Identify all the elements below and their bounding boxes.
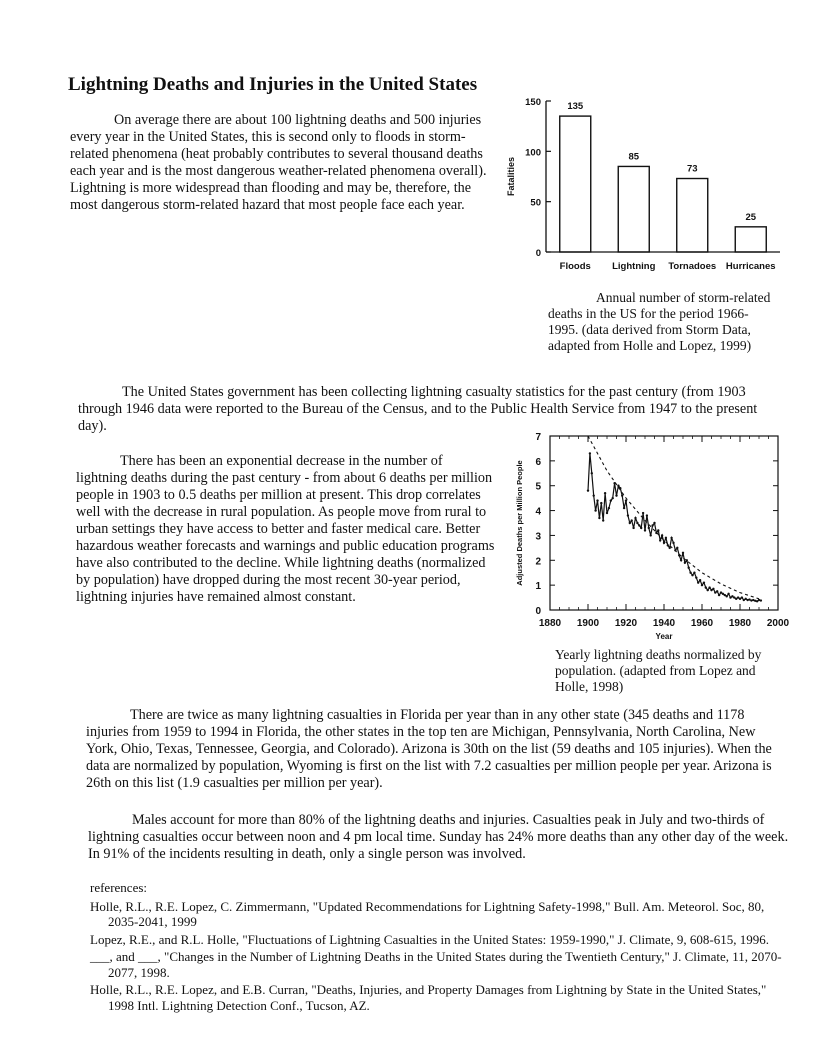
data-point bbox=[718, 594, 720, 596]
reference-item: ___, and ___, "Changes in the Number of Lightning Deaths in the United States during the Twentieth Century," J. Climate, 11, 2070-2077, 1998. bbox=[90, 949, 782, 980]
y-tick-label: 50 bbox=[530, 197, 541, 209]
data-point bbox=[602, 519, 604, 521]
data-point bbox=[661, 534, 663, 536]
paragraph-decrease: There has been an exponential decrease in the number of lightning deaths during the past century - from about 6 deaths per million people in 1903 to 0.5 deaths per million at present. This drop correlates well with the decrease in rural population. As people move from rural to urban settings they have access to better and faster medical care. Better hazardous weather forecasts and warnings and public education programs have also contributed to the decline. While lightning deaths (normalized by population) have dropped during the most recent 30-year period, lightning injuries have remained almost constant. bbox=[76, 453, 495, 605]
data-point bbox=[608, 507, 610, 509]
bar-data-label: 25 bbox=[745, 211, 757, 223]
data-point bbox=[680, 559, 682, 561]
data-point bbox=[689, 572, 691, 574]
data-point bbox=[659, 539, 661, 541]
y-tick-label: 3 bbox=[535, 531, 541, 543]
paragraph-florida: There are twice as many lightning casualties in Florida per year than in any other state (345 deaths and 1178 injuries from 1959 to 1994 in Florida, the other states in the top ten are Michigan, Pennsylvania, North Carolina, New York, Ohio, Texas, Tennessee, Georgia, and Colorado). Arizona is 30th on the list (59 deaths and 105 injuries). When the data are normalized by population, Wyoming is first on the list with 7.2 casualties per million people per year. Arizona is 26th on this list (1.9 casualties per million per year). bbox=[86, 707, 772, 791]
data-point bbox=[632, 527, 634, 529]
line-chart-caption: Yearly lightning deaths normalized by population. (adapted from Lopez and Holle, 1998) bbox=[555, 647, 762, 694]
x-tick-label: Lightning bbox=[612, 261, 656, 272]
data-point bbox=[598, 517, 600, 519]
x-tick-label: Floods bbox=[559, 261, 591, 272]
y-tick-label: 100 bbox=[525, 147, 541, 159]
data-point bbox=[667, 544, 669, 546]
reference-item: Holle, R.L., R.E. Lopez, and E.B. Curran, "Deaths, Injuries, and Property Damages from Lightning by State in the United States," 1998 Intl. Lightning Detection Conf., Tucson, AZ. bbox=[90, 982, 767, 1013]
x-tick-label: 1900 bbox=[576, 618, 600, 629]
data-point bbox=[697, 581, 699, 583]
data-point bbox=[627, 514, 629, 516]
y-tick-label: 0 bbox=[535, 606, 541, 617]
data-point bbox=[691, 574, 693, 576]
data-point bbox=[606, 512, 608, 514]
data-point bbox=[672, 542, 674, 544]
paragraph-statistics: The United States government has been collecting lightning casualty statistics for the past century (from 1903 through 1946 data were reported to the Bureau of the Census, and to the Public Health Service from 1947 to the present day). bbox=[78, 384, 758, 434]
x-tick-label: 1960 bbox=[690, 618, 714, 629]
data-point bbox=[676, 547, 678, 549]
reference-item: Holle, R.L., R.E. Lopez, C. Zimmermann, "Updated Recommendations for Lightning Safety-1998," Bull. Am. Meteorol. Soc, 80, 2035-2041, 1999 bbox=[90, 898, 765, 929]
data-point bbox=[650, 534, 652, 536]
data-point bbox=[617, 485, 619, 487]
references-heading: references: bbox=[90, 880, 148, 895]
data-point bbox=[663, 542, 665, 544]
y-tick-label: 2 bbox=[535, 556, 541, 568]
y-axis-label: Fatalities bbox=[506, 156, 516, 197]
plot-frame bbox=[550, 436, 778, 610]
series-line-annual-deaths bbox=[588, 453, 761, 601]
data-point bbox=[638, 524, 640, 526]
data-point bbox=[648, 527, 650, 529]
y-axis-label: Adjusted Deaths per Million People bbox=[515, 460, 524, 586]
data-point bbox=[670, 537, 672, 539]
data-point bbox=[665, 537, 667, 539]
data-point bbox=[657, 529, 659, 531]
paragraph-intro: On average there are about 100 lightning deaths and 500 injuries every year in the United States, this is second only to floods in storm-related phenomena (heat probably contributes to several thousand deaths each year and is the most dangerous weather-related phenomena overall). Lightning is more widespread than flooding and may be, therefore, the most dangerous storm-related hazard that most people face each year. bbox=[70, 112, 487, 213]
data-point bbox=[646, 514, 648, 516]
data-point bbox=[712, 588, 714, 590]
data-point bbox=[640, 527, 642, 529]
data-point bbox=[636, 522, 638, 524]
y-tick-label: 5 bbox=[535, 481, 541, 493]
data-point bbox=[760, 599, 762, 601]
data-point bbox=[644, 529, 646, 531]
bar bbox=[677, 179, 708, 252]
bar-data-label: 135 bbox=[567, 101, 584, 113]
data-point bbox=[629, 522, 631, 524]
x-tick-label: Tornadoes bbox=[668, 261, 717, 272]
paragraph-males: Males account for more than 80% of the lightning deaths and injuries. Casualties peak in July and two-thirds of lightning casualties occur between noon and 4 pm local time. Sunday has 24% more deaths than any other day of the week. In 91% of the incidents resulting in death, only a single person was involved. bbox=[88, 812, 789, 862]
data-point bbox=[705, 586, 707, 588]
data-point bbox=[596, 499, 598, 501]
data-point bbox=[642, 512, 644, 514]
data-point bbox=[693, 572, 695, 574]
data-point bbox=[600, 502, 602, 504]
bar bbox=[560, 116, 591, 252]
data-point bbox=[653, 522, 655, 524]
data-point bbox=[707, 589, 709, 591]
bar-chart-caption: Annual number of storm-related deaths in the US for the period 1966-1995. (data derived from Storm Data, adapted from Holle and Lopez, 1999) bbox=[548, 290, 771, 353]
y-tick-label: 150 bbox=[525, 97, 541, 108]
line-chart-lightning-deaths bbox=[508, 425, 808, 645]
x-tick-label: 1940 bbox=[652, 618, 676, 629]
data-point bbox=[631, 519, 633, 521]
data-point bbox=[589, 452, 591, 454]
data-point bbox=[695, 576, 697, 578]
data-point bbox=[587, 489, 589, 491]
data-point bbox=[615, 494, 617, 496]
data-point bbox=[612, 497, 614, 499]
series-line-exponential-trend bbox=[588, 436, 759, 599]
data-point bbox=[708, 586, 710, 588]
data-point bbox=[610, 499, 612, 501]
x-tick-label: 2000 bbox=[766, 618, 790, 629]
data-point bbox=[594, 509, 596, 511]
bar-data-label: 85 bbox=[628, 151, 640, 163]
x-tick-label: 1920 bbox=[614, 618, 638, 629]
data-point bbox=[604, 492, 606, 494]
data-point bbox=[703, 581, 705, 583]
data-point bbox=[716, 590, 718, 592]
x-tick-label: 1980 bbox=[728, 618, 752, 629]
data-point bbox=[699, 579, 701, 581]
data-point bbox=[727, 593, 729, 595]
data-point bbox=[688, 567, 690, 569]
data-point bbox=[593, 494, 595, 496]
bar bbox=[618, 166, 649, 252]
data-point bbox=[591, 472, 593, 474]
data-point bbox=[623, 507, 625, 509]
data-point bbox=[651, 524, 653, 526]
bar-data-label: 73 bbox=[686, 163, 698, 175]
x-axis-label: Year bbox=[655, 632, 673, 641]
data-point bbox=[621, 494, 623, 496]
references bbox=[90, 880, 790, 1015]
page-title: Lightning Deaths and Injuries in the United States bbox=[68, 74, 478, 95]
data-point bbox=[682, 552, 684, 554]
reference-item: Lopez, R.E., and R.L. Holle, "Fluctuations of Lightning Casualties in the United States: 1959-1990," J. Climate, 9, 608-615, 1996. bbox=[90, 931, 769, 947]
y-tick-label: 0 bbox=[535, 248, 541, 259]
y-tick-label: 4 bbox=[535, 506, 541, 518]
data-point bbox=[741, 596, 743, 598]
y-tick-label: 6 bbox=[535, 456, 541, 468]
data-point bbox=[684, 562, 686, 564]
y-tick-label: 1 bbox=[535, 581, 541, 593]
bar-chart-storm-deaths bbox=[500, 88, 790, 288]
x-tick-label: Hurricanes bbox=[725, 261, 776, 272]
y-tick-label: 7 bbox=[535, 432, 541, 443]
data-point bbox=[634, 517, 636, 519]
data-point bbox=[701, 584, 703, 586]
data-point bbox=[726, 595, 728, 597]
bar bbox=[735, 227, 766, 252]
x-tick-label: 1880 bbox=[538, 618, 562, 629]
